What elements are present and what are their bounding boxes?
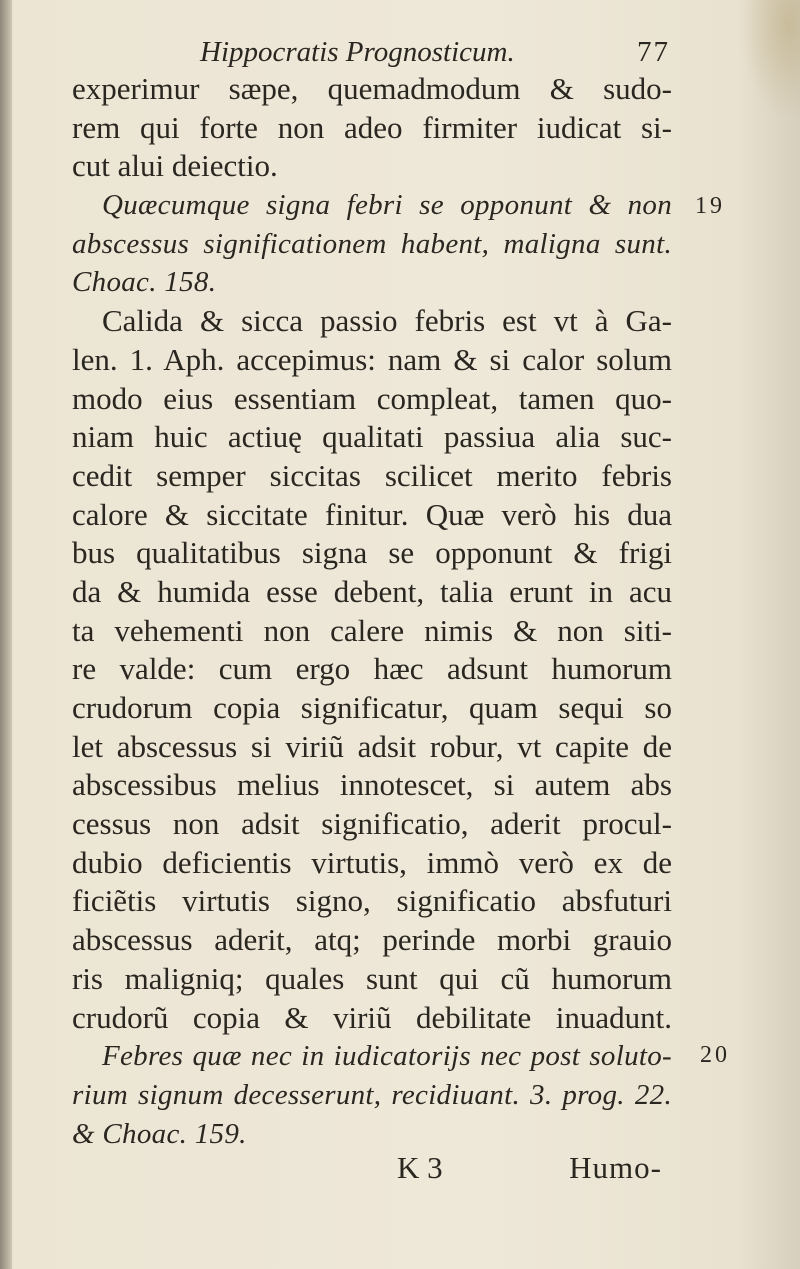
italic-text-line: abscessus significationem habent, maligna sunt.: [72, 227, 672, 260]
text-line: abscessus aderit, atq; perinde morbi grauio: [72, 922, 672, 958]
italic-text-line: rium signum decesserunt, recidiuant. 3. prog. 22.: [72, 1078, 672, 1111]
italic-text-line: Febres quæ nec in iudicatorijs nec post soluto-: [102, 1040, 672, 1073]
signature-mark: K 3: [397, 1150, 443, 1185]
binding-gutter: [0, 0, 12, 1269]
margin-number-20: 20: [700, 1042, 730, 1068]
text-line: rem qui forte non adeo firmiter iudicat si-: [72, 109, 672, 145]
text-line: da & humida esse debent, talia erunt in acu: [72, 573, 672, 609]
text-line: cessus non adsit significatio, aderit procul-: [72, 806, 672, 842]
text-line: ta vehementi non calere nimis & non siti-: [72, 612, 672, 648]
text-line: bus qualitatibus signa se opponunt & frigi: [72, 535, 672, 571]
text-line: Calida & sicca passio febris est vt à Ga-: [102, 303, 672, 339]
text-line: ris maligniq; quales sunt qui cũ humorum: [72, 960, 672, 996]
text-line: len. 1. Aph. accepimus: nam & si calor solum: [72, 341, 672, 377]
margin-number-19: 19: [695, 193, 725, 219]
paper-stain: [740, 0, 800, 120]
italic-text-line: & Choac. 159.: [72, 1117, 247, 1150]
italic-text-line: Quæcumque signa febri se opponunt & non: [102, 189, 672, 222]
text-line: calore & siccitate finitur. Quæ verò his dua: [72, 496, 672, 532]
italic-text-line: Choac. 158.: [72, 266, 217, 299]
text-line: cedit semper siccitas scilicet merito febris: [72, 457, 672, 493]
text-line: cut alui deiectio.: [72, 148, 278, 184]
running-title: Hippocratis Prognosticum.: [200, 36, 515, 68]
page-number: 77: [637, 36, 670, 68]
text-line: let abscessus si viriũ adsit robur, vt capite de: [72, 728, 672, 764]
text-line: experimur sæpe, quemadmodum & sudo-: [72, 71, 672, 106]
text-line: crudorũ copia & viriũ debilitate inuadunt.: [72, 999, 672, 1035]
text-line: re valde: cum ergo hæc adsunt humorum: [72, 651, 672, 687]
page-footer: [72, 1150, 672, 1190]
text-line: abscessibus melius innotescet, si autem abs: [72, 767, 672, 803]
text-line: modo eius essentiam compleat, tamen quo-: [72, 380, 672, 416]
body-text: [72, 70, 672, 1153]
catchword: Humo-: [569, 1150, 662, 1185]
text-line: niam huic actiuę qualitati passiua alia suc-: [72, 419, 672, 455]
text-line: crudorum copia significatur, quam sequi so: [72, 690, 672, 725]
text-line: ficiẽtis virtutis signo, significatio absfuturi: [72, 883, 672, 919]
text-line: dubio deficientis virtutis, immò verò ex de: [72, 844, 672, 880]
